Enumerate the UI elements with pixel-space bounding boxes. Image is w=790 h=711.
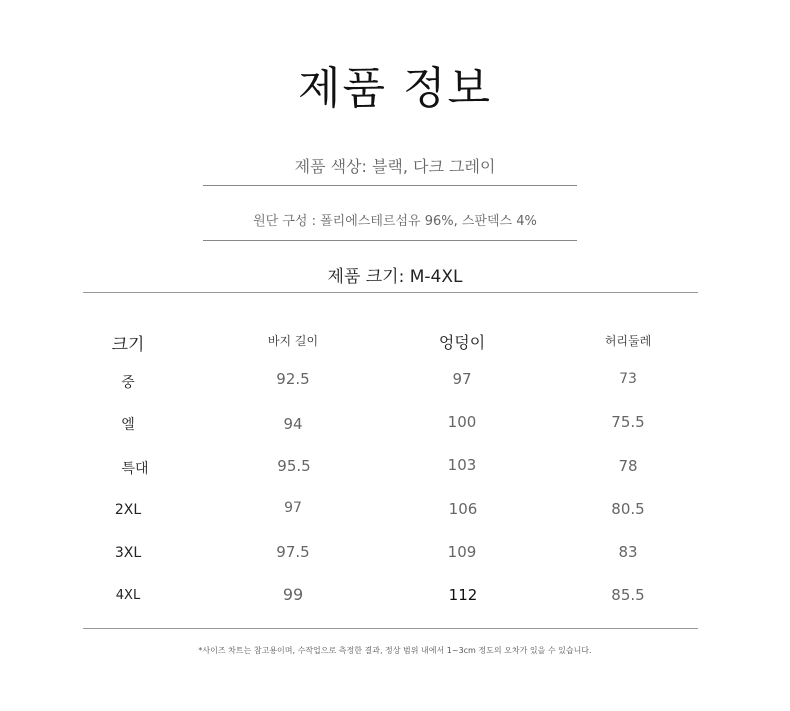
value-hip-4xl: 112 <box>448 586 478 604</box>
row-label-xl: 특대 <box>121 461 149 477</box>
row-label-4xl: 4XL <box>115 588 141 603</box>
product-size-line: 제품 크기: M-4XL <box>327 267 463 287</box>
header-waist: 허리둘레 <box>604 334 652 348</box>
value-waist-xl: 78 <box>618 457 638 475</box>
row-label-3xl: 3XL <box>114 545 142 561</box>
value-waist-4xl: 85.5 <box>611 586 645 604</box>
value-waist-l: 75.5 <box>611 413 645 431</box>
value-hip-l: 100 <box>447 413 477 431</box>
header-pants-length: 바지 길이 <box>267 334 319 348</box>
value-pants-length-4xl: 99 <box>282 585 304 604</box>
value-waist-3xl: 83 <box>618 543 638 561</box>
divider <box>203 240 577 241</box>
value-pants-length-m: 92.5 <box>276 370 310 388</box>
page-title: 제품 정보 <box>297 63 492 114</box>
value-pants-length-xl: 95.5 <box>277 457 311 475</box>
size-chart-footnote: *사이즈 차트는 참고용이며, 수작업으로 측정한 결과, 정상 범위 내에서 1~3cm 정도의 오차가 있을 수 있습니다. <box>198 646 592 655</box>
value-hip-m: 97 <box>452 370 472 388</box>
row-label-l: 엘 <box>121 417 135 433</box>
value-hip-3xl: 109 <box>447 543 477 561</box>
fabric-composition-line: 원단 구성 : 폴리에스테르섬유 96%, 스판덱스 4% <box>253 214 537 229</box>
value-waist-2xl: 80.5 <box>611 500 645 518</box>
divider <box>83 292 698 293</box>
row-label-m: 중 <box>121 375 135 391</box>
row-label-2xl: 2XL <box>114 502 142 518</box>
value-pants-length-2xl: 97 <box>284 500 302 516</box>
value-hip-2xl: 106 <box>448 500 478 518</box>
product-color-line: 제품 색상: 블랙, 다크 그레이 <box>294 157 496 176</box>
header-hip: 엉덩이 <box>438 333 486 352</box>
divider <box>83 628 698 629</box>
divider <box>203 185 577 186</box>
value-pants-length-l: 94 <box>283 415 303 433</box>
value-waist-m: 73 <box>619 371 637 387</box>
value-pants-length-3xl: 97.5 <box>276 543 310 561</box>
header-size: 크기 <box>111 335 145 355</box>
value-hip-xl: 103 <box>447 456 477 474</box>
